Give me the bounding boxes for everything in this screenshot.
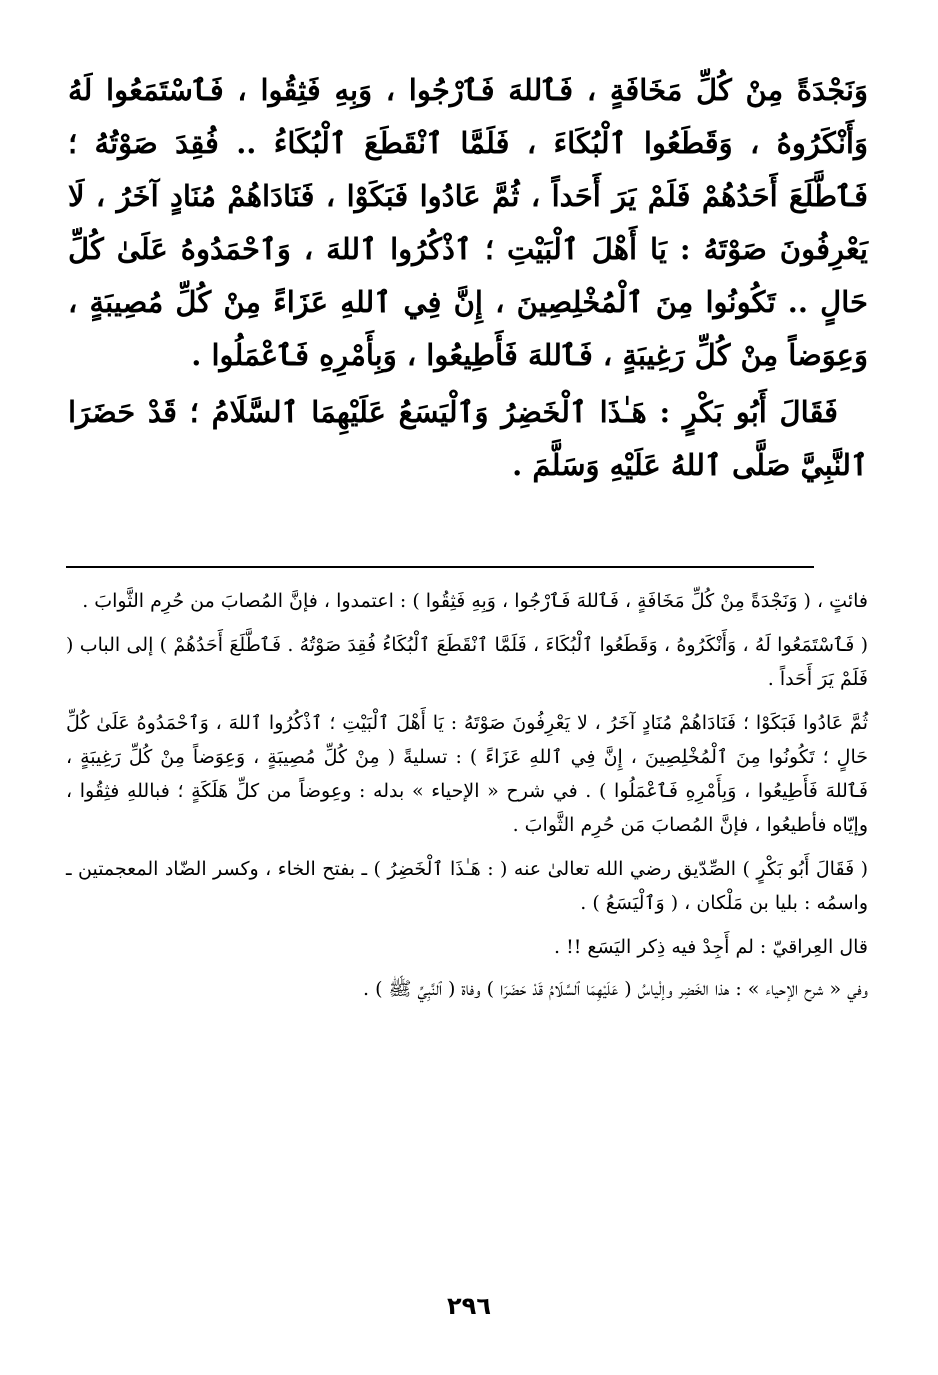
main-text <box>68 64 868 492</box>
footnote-paragraph: ثُمَّ عَادُوا فَبَكَوْا ؛ فَنَادَاهُمْ مُنَادٍ آخَرُ ، لا يَعْرِفُونَ صَوْتَهُ : يَا أَهْلَ ٱلْبَيْتِ ؛ ٱذْكُرُوا ٱللهَ ، وَٱحْمَدُوهُ عَلَىٰ كُلِّ حَالٍ ؛ تَكُونُوا مِنَ ٱلْمُخْلِصِينَ ، إِنَّ فِي ٱللهِ عَزَاءً ) : تسليةً ( مِنْ كُلِّ مُصِيبَةٍ ، وَعِوَضاً مِنْ كُلِّ رَغِيبَةٍ ، فَٱللهَ فَأَطِيعُوا ، وَبِأَمْرِهِ فَٱعْمَلُوا ) . في شرح « الإحياء » بدله : وعِوضاً من كلِّ هَلَكَةٍ ؛ فباللهِ فثِقُوا ، وإيّاه فأطيعُوا ، فإنَّ المُصابَ مَن حُرِم الثَّوابَ . <box>66 712 868 836</box>
footnote-paragraph: قال العِراقيّ : لم أَجِدْ فيه ذِكر اليَسَع !! . <box>554 936 868 958</box>
footnote-paragraph: ( فَٱسْتَمَعُوا لَهُ ، وَأَنْكَرُوهُ ، وَقَطَعُوا ٱلْبُكَاءَ ، فَلَمَّا ٱنْقَطَعَ ٱلْبُكَاءُ فُقِدَ صَوْتُهُ . فَٱطَّلَعَ أَحَدُهُمْ ) إلى الباب ( فَلَمْ يَرَ أَحَداً . <box>66 634 868 690</box>
page-number: ٢٩٦ <box>447 1292 491 1320</box>
main-paragraph: وَنَجْدَةً مِنْ كُلِّ مَخَافَةٍ ، فَٱللهَ فَٱرْجُوا ، وَبِهِ فَثِقُوا ، فَٱسْتَمَعُوا لَهُ وَأَنْكَرُوهُ ، وَقَطَعُوا ٱلْبُكَاءَ ، فَلَمَّا ٱنْقَطَعَ ٱلْبُكَاءُ .. فُقِدَ صَوْتُهُ ؛ فَٱطَّلَعَ أَحَدُهُمْ فَلَمْ يَرَ أَحَداً ، ثُمَّ عَادُوا فَبَكَوْا ، فَنَادَاهُمْ مُنَادٍ آخَرُ ، لَا يَعْرِفُونَ صَوْتَهُ : يَا أَهْلَ ٱلْبَيْتِ ؛ ٱذْكُرُوا ٱللهَ ، وَٱحْمَدُوهُ عَلَىٰ كُلِّ حَالٍ .. تَكُونُوا مِنَ ٱلْمُخْلِصِينَ ، إِنَّ فِي ٱللهِ عَزَاءً مِنْ كُلِّ مُصِيبَةٍ ، وَعِوَضاً مِنْ كُلِّ رَغِيبَةٍ ، فَٱللهَ فَأَطِيعُوا ، وَبِأَمْرِهِ فَٱعْمَلُوا . <box>68 73 868 372</box>
footnote-separator <box>66 566 814 568</box>
footnote-paragraph: فائتٍ ، ( وَنَجْدَةً مِنْ كُلِّ مَخَافَةٍ ، فَٱللهَ فَٱرْجُوا ، وَبِهِ فَثِقُوا ) : اعتمدوا ، فإنَّ المُصابَ من حُرِم الثَّوابَ . <box>82 590 868 612</box>
main-paragraph: فَقَالَ أَبُو بَكْرٍ : هَـٰذَا ٱلْخَضِرُ وَٱلْيَسَعُ عَلَيْهِمَا ٱلسَّلَامُ ؛ قَدْ حَضَرَا ٱلنَّبِيَّ صَلَّى ٱللهُ عَلَيْهِ وَسَلَّمَ . <box>68 395 868 482</box>
footnote-paragraph: وفي « شرح الإحياء » : هذا الخَضِر وإلْياسُ ( عَلَيْهِمَا ٱلسَّلَامُ قَدْ حَضَرَا ) وفاة ( ٱلنَّبِيِّ ﷺ ) . <box>363 978 868 1000</box>
footnote-paragraph: ( فَقَالَ أَبُو بَكْرٍ ) الصِّدّيق رضي الله تعالىٰ عنه ( : هَـٰذَا ٱلْخَضِرُ ) ـ بفتح الخاء ، وكسر الضّاد المعجمتين ـ واسمُه : بليا بن مَلْكان ، ( وَٱلْيَسَعُ ) . <box>66 858 868 914</box>
footnotes <box>66 584 868 1016</box>
